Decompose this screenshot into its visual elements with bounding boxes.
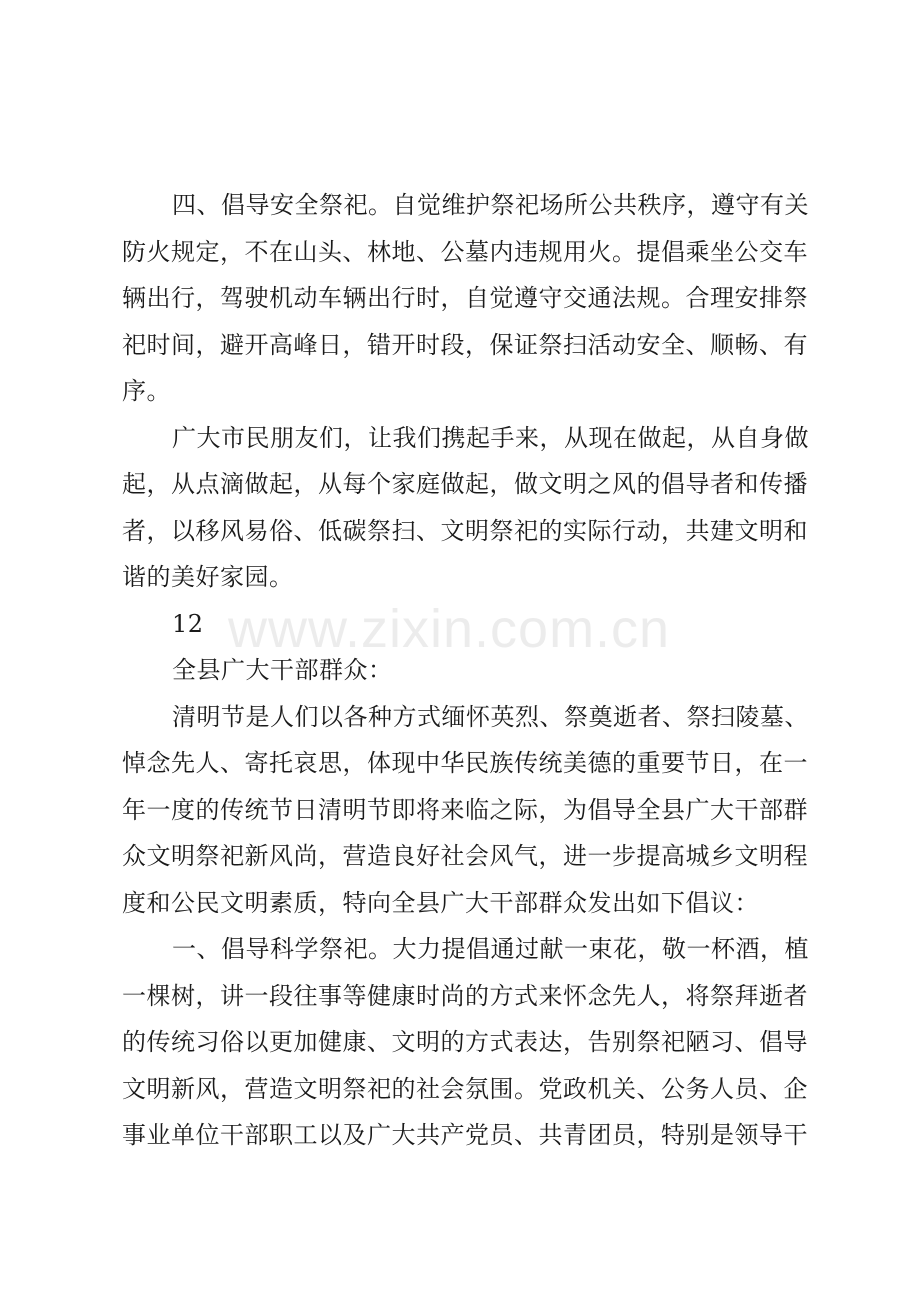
text-line: 悼念先人、寄托哀思，体现中华民族传统美德的重要节日，在一 [122,749,808,777]
text-line: 年一度的传统节日清明节即将来临之际，为倡导全县广大干部群 [122,795,808,824]
text-line: 祀时间，避开高峰日，错开时段，保证祭扫活动安全、顺畅、有 [122,330,808,359]
text-line: 防火规定，不在山头、林地、公墓内违规用火。提倡乘坐公交车 [122,237,808,266]
text-line: 事业单位干部职工以及广大共产党员、共青团员，特别是领导干 [122,1121,808,1149]
document-body [122,182,822,1159]
text-line: 序。 [122,377,171,405]
text-line: 度和公民文明素质，特向全县广大干部群众发出如下倡议： [122,888,759,917]
paragraph-qingming-intro [122,694,822,927]
text-line: 四、倡导安全祭祀。自觉维护祭祀场所公共秩序，遵守有关 [172,191,809,219]
text-line: 谐的美好家园。 [122,563,294,591]
paragraph-scientific-worship [122,926,822,1159]
paragraph-citizens-appeal [122,415,822,601]
text-line: 的传统习俗以更加健康、文明的方式表达，告别祭祀陋习、倡导 [122,1028,808,1056]
text-line: 清明节是人们以各种方式缅怀英烈、祭奠逝者、祭扫陵墓、 [172,702,809,731]
text-line: 者，以移风易俗、低碳祭扫、文明祭祀的实际行动，共建文明和 [122,516,808,545]
text-line: 众文明祭祀新风尚，营造良好社会风气，进一步提高城乡文明程 [122,842,808,870]
text-line: 12 [172,609,204,638]
paragraph-safe-worship [122,182,822,415]
text-line: 全县广大干部群众： [172,656,393,684]
text-line: 一、倡导科学祭祀。大力提倡通过献一束花，敬一杯酒，植 [172,935,809,963]
text-line: 广大市民朋友们，让我们携起手来，从现在做起，从自身做 [172,423,809,452]
watermark: www.zixin.com.cn [228,599,671,659]
text-line: 辆出行，驾驶机动车辆出行时，自觉遵守交通法规。合理安排祭 [122,284,808,312]
section-number [122,601,822,648]
text-line: 文明新风，营造文明祭祀的社会氛围。党政机关、公务人员、企 [122,1074,808,1103]
text-line: 起，从点滴做起，从每个家庭做起，做文明之风的倡导者和传播 [122,470,808,498]
text-line: 一棵树，讲一段往事等健康时尚的方式来怀念先人，将祭拜逝者 [122,981,808,1010]
salutation [122,647,822,694]
